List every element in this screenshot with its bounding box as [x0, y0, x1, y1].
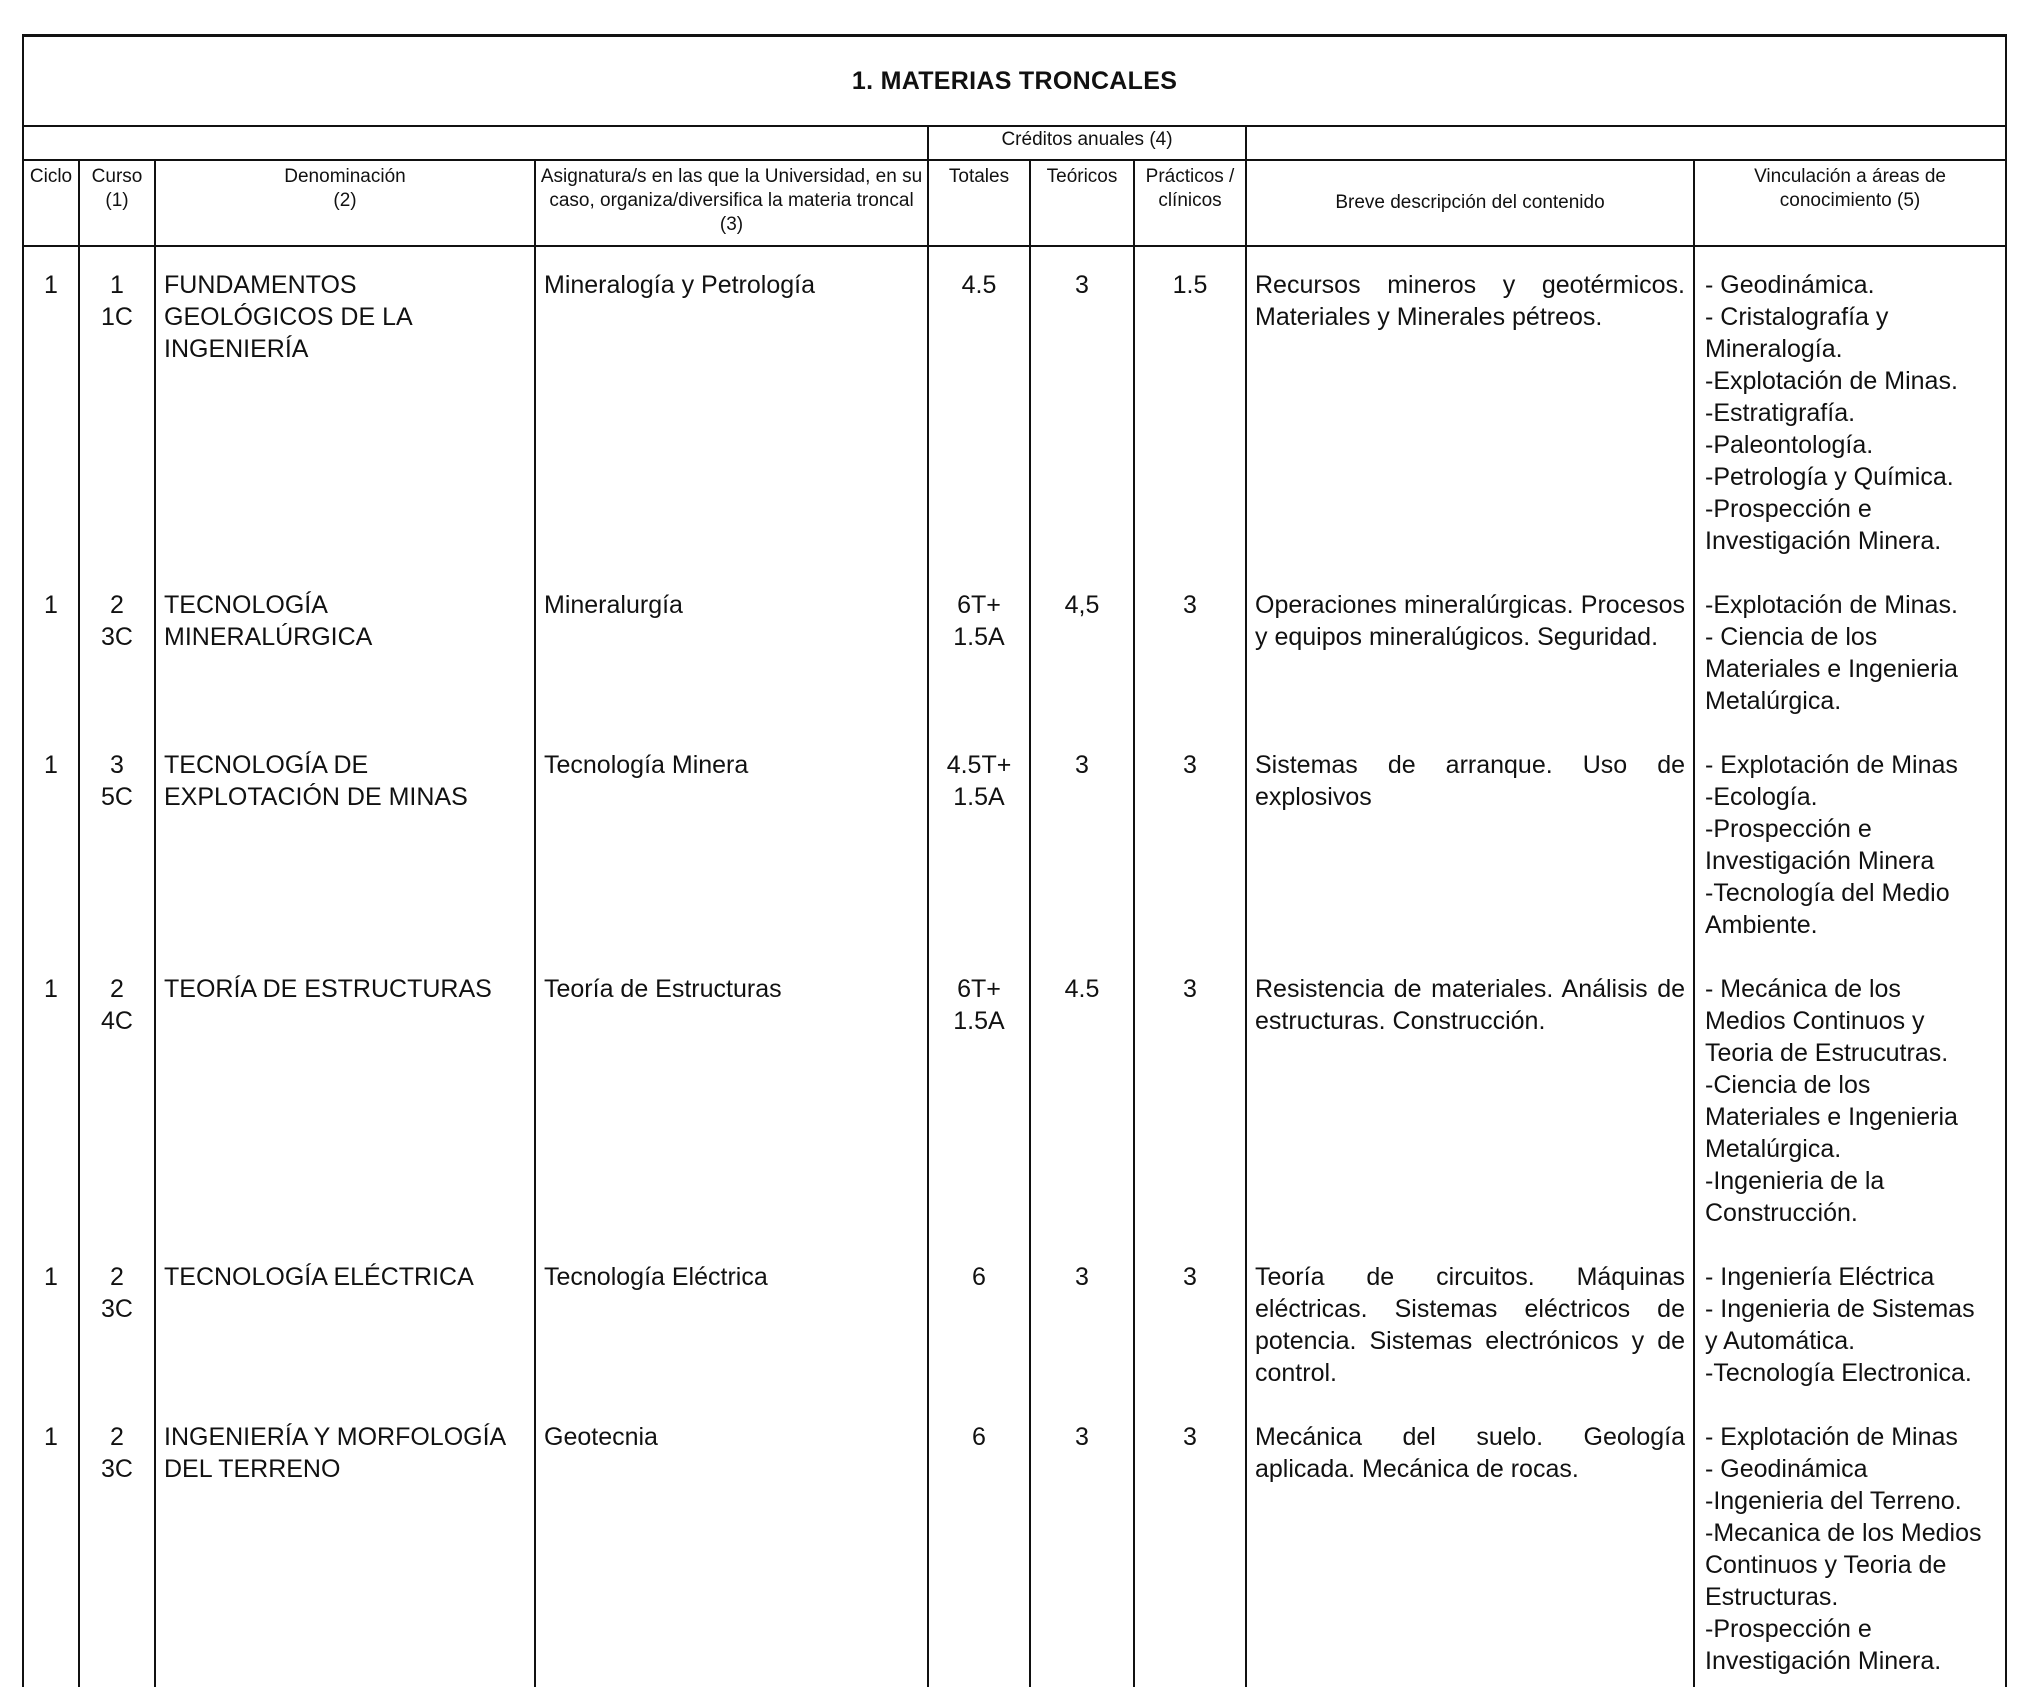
ciclo-cell — [23, 727, 79, 951]
area-item: -Ingenieria del Terreno. — [1705, 1487, 1962, 1515]
denominacion-value: TECNOLOGÍA MINERALÚRGICA — [164, 591, 373, 651]
area-item: Investigación Minera. — [1705, 1647, 1942, 1675]
ciclo-cell — [23, 246, 79, 567]
denominacion-value: TECNOLOGÍA ELÉCTRICA — [164, 1263, 474, 1291]
vinculacion-cell — [1694, 1239, 2006, 1399]
totales-cell — [928, 951, 1030, 1239]
totales-header: Totales — [928, 160, 1030, 246]
ciclo-value: 1 — [44, 751, 58, 779]
table-title: 1. MATERIAS TRONCALES — [23, 36, 2006, 127]
asignatura-cell — [535, 246, 928, 567]
area-item: Mineralogía. — [1705, 335, 1843, 363]
teoricos-cell — [1030, 1239, 1134, 1399]
table-row — [23, 567, 2006, 727]
totales-cell — [928, 246, 1030, 567]
descripcion-value: Recursos mineros y geotérmicos. Materiales y Minerales pétreos. — [1255, 271, 1685, 331]
curso-cell — [79, 951, 155, 1239]
area-item: - Geodinámica. — [1705, 271, 1875, 299]
ciclo-cell — [23, 1239, 79, 1399]
area-item: - Explotación de Minas — [1705, 1423, 1958, 1451]
table-row — [23, 1399, 2006, 1687]
curso-cell — [79, 1239, 155, 1399]
practicos-value: 3 — [1183, 1263, 1197, 1291]
descripcion-cell — [1246, 246, 1694, 567]
totales-value: 4.5T+ — [946, 751, 1012, 779]
denominacion-value: TEORÍA DE ESTRUCTURAS — [164, 975, 492, 1003]
area-item: Teoria de Estrucutras. — [1705, 1039, 1949, 1067]
descripcion-value: Teoría de circuitos. Máquinas eléctricas. Sistemas eléctricos de potencia. Sistemas electrónicos y de control. — [1255, 1263, 1685, 1387]
curso-code: 3C — [101, 623, 133, 651]
area-item: Ambiente. — [1705, 911, 1818, 939]
practicos-value: 3 — [1183, 751, 1197, 779]
vinculacion-cell — [1694, 951, 2006, 1239]
table-body — [23, 246, 2006, 1687]
curso-cell — [79, 567, 155, 727]
practicos-cell — [1134, 1399, 1246, 1687]
curso-code: 5C — [101, 783, 133, 811]
practicos-value: 3 — [1183, 591, 1197, 619]
asignatura-cell — [535, 1399, 928, 1687]
curso-cell — [79, 246, 155, 567]
area-item: Continuos y Teoria de — [1705, 1551, 1947, 1579]
ciclo-value: 1 — [44, 1423, 58, 1451]
ciclo-value: 1 — [44, 975, 58, 1003]
asignatura-cell — [535, 951, 928, 1239]
denominacion-value: FUNDAMENTOS GEOLÓGICOS DE LA INGENIERÍA — [164, 271, 412, 363]
totales-value: 6 — [972, 1263, 986, 1291]
vinculacion-cell — [1694, 1399, 2006, 1687]
area-item: -Tecnología Electronica. — [1705, 1359, 1972, 1387]
ciclo-cell — [23, 1399, 79, 1687]
asignatura-cell — [535, 727, 928, 951]
area-item: -Paleontología. — [1705, 431, 1874, 459]
denominacion-cell — [155, 951, 535, 1239]
practicos-value: 3 — [1183, 1423, 1197, 1451]
totales-extra: 1.5A — [953, 623, 1005, 651]
denominacion-cell — [155, 567, 535, 727]
totales-cell — [928, 1239, 1030, 1399]
descripcion-value: Mecánica del suelo. Geología aplicada. Mecánica de rocas. — [1255, 1423, 1685, 1483]
area-item: - Cristalografía y — [1705, 303, 1889, 331]
ciclo-value: 1 — [44, 271, 58, 299]
practicos-cell — [1134, 727, 1246, 951]
ciclo-cell — [23, 567, 79, 727]
descripcion-cell — [1246, 951, 1694, 1239]
totales-value: 6 — [972, 1423, 986, 1451]
area-item: y Automática. — [1705, 1327, 1856, 1355]
practicos-cell — [1134, 1239, 1246, 1399]
area-item: -Estratigrafía. — [1705, 399, 1856, 427]
totales-cell — [928, 567, 1030, 727]
area-item: - Ingeniería Eléctrica — [1705, 1263, 1935, 1291]
area-item: - Ciencia de los — [1705, 623, 1878, 651]
curso-code: 3C — [101, 1295, 133, 1323]
area-item: -Ingenieria de la — [1705, 1167, 1885, 1195]
area-item: Investigación Minera — [1705, 847, 1935, 875]
asignatura-value: Tecnología Eléctrica — [544, 1263, 768, 1291]
curso-code: 3C — [101, 1455, 133, 1483]
area-item: -Mecanica de los Medios — [1705, 1519, 1982, 1547]
practicos-cell — [1134, 246, 1246, 567]
denominacion-header-label: Denominación — [284, 166, 406, 187]
descripcion-cell — [1246, 567, 1694, 727]
table-row — [23, 727, 2006, 951]
teoricos-value: 3 — [1075, 1423, 1089, 1451]
denominacion-header — [155, 160, 535, 246]
totales-value: 4.5 — [961, 271, 997, 299]
practicos-cell — [1134, 567, 1246, 727]
area-item: - Ingenieria de Sistemas — [1705, 1295, 1975, 1323]
practicos-header: Prácticos / clínicos — [1134, 160, 1246, 246]
practicos-value: 1.5 — [1172, 271, 1208, 299]
area-item: Metalúrgica. — [1705, 1135, 1842, 1163]
denominacion-value: INGENIERÍA Y MORFOLOGÍA DEL TERRENO — [164, 1423, 505, 1483]
curso-header — [79, 160, 155, 246]
teoricos-header: Teóricos — [1030, 160, 1134, 246]
area-item: Construcción. — [1705, 1199, 1858, 1227]
curso-year: 2 — [110, 591, 124, 619]
table-row — [23, 1239, 2006, 1399]
curso-year: 1 — [110, 271, 124, 299]
denominacion-header-note: (2) — [333, 190, 357, 211]
area-item: -Ciencia de los — [1705, 1071, 1871, 1099]
curso-code: 4C — [101, 1007, 133, 1035]
descripcion-header: Breve descripción del contenido — [1246, 160, 1694, 246]
curso-year: 3 — [110, 751, 124, 779]
header-spacer-right — [1246, 126, 2006, 160]
area-item: -Explotación de Minas. — [1705, 367, 1958, 395]
area-item: - Geodinámica — [1705, 1455, 1868, 1483]
teoricos-cell — [1030, 246, 1134, 567]
totales-cell — [928, 727, 1030, 951]
asignatura-value: Tecnología Minera — [544, 751, 749, 779]
area-item: -Prospección e — [1705, 495, 1872, 523]
curso-cell — [79, 1399, 155, 1687]
asignatura-value: Mineralurgía — [544, 591, 683, 619]
asignatura-value: Geotecnia — [544, 1423, 658, 1451]
teoricos-value: 4.5 — [1064, 975, 1100, 1003]
teoricos-cell — [1030, 727, 1134, 951]
teoricos-value: 3 — [1075, 1263, 1089, 1291]
denominacion-value: TECNOLOGÍA DE EXPLOTACIÓN DE MINAS — [164, 751, 468, 811]
asignaturas-header: Asignatura/s en las que la Universidad, en su caso, organiza/diversifica la materia troncal (3) — [535, 160, 928, 246]
area-item: Estructuras. — [1705, 1583, 1839, 1611]
header-spacer-left — [23, 126, 928, 160]
curso-header-note: (1) — [105, 190, 129, 211]
practicos-cell — [1134, 951, 1246, 1239]
teoricos-value: 3 — [1075, 271, 1089, 299]
teoricos-cell — [1030, 567, 1134, 727]
totales-value: 6T+ — [957, 975, 1001, 1003]
curso-year: 2 — [110, 975, 124, 1003]
curso-year: 2 — [110, 1423, 124, 1451]
area-item: Medios Continuos y — [1705, 1007, 1925, 1035]
descripcion-cell — [1246, 1399, 1694, 1687]
area-item: -Petrología y Química. — [1705, 463, 1954, 491]
asignatura-value: Teoría de Estructuras — [544, 975, 782, 1003]
area-item: Metalúrgica. — [1705, 687, 1842, 715]
curso-header-label: Curso — [91, 166, 143, 187]
table-row — [23, 246, 2006, 567]
area-item: Materiales e Ingenieria — [1705, 655, 1958, 683]
denominacion-cell — [155, 1239, 535, 1399]
area-item: -Ecología. — [1705, 783, 1818, 811]
denominacion-cell — [155, 1399, 535, 1687]
teoricos-cell — [1030, 1399, 1134, 1687]
ciclo-header: Ciclo — [23, 160, 79, 246]
descripcion-value: Sistemas de arranque. Uso de explosivos — [1255, 751, 1685, 811]
totales-cell — [928, 1399, 1030, 1687]
curso-cell — [79, 727, 155, 951]
totales-value: 6T+ — [957, 591, 1001, 619]
teoricos-value: 3 — [1075, 751, 1089, 779]
vinculacion-cell — [1694, 246, 2006, 567]
curso-year: 2 — [110, 1263, 124, 1291]
vinculacion-header: Vinculación a áreas de conocimiento (5) — [1694, 160, 2006, 246]
area-item: -Prospección e — [1705, 1615, 1872, 1643]
asignatura-cell — [535, 1239, 928, 1399]
totales-extra: 1.5A — [953, 1007, 1005, 1035]
practicos-value: 3 — [1183, 975, 1197, 1003]
descripcion-value: Operaciones mineralúrgicas. Procesos y equipos mineralúgicos. Seguridad. — [1255, 591, 1685, 651]
ciclo-cell — [23, 951, 79, 1239]
materias-table — [22, 34, 2007, 1687]
denominacion-cell — [155, 727, 535, 951]
teoricos-value: 4,5 — [1064, 591, 1100, 619]
vinculacion-cell — [1694, 567, 2006, 727]
teoricos-cell — [1030, 951, 1134, 1239]
area-item: -Explotación de Minas. — [1705, 591, 1958, 619]
area-item: -Prospección e — [1705, 815, 1872, 843]
ciclo-value: 1 — [44, 1263, 58, 1291]
descripcion-cell — [1246, 1239, 1694, 1399]
curso-code: 1C — [101, 303, 133, 331]
area-item: - Explotación de Minas — [1705, 751, 1958, 779]
area-item: Investigación Minera. — [1705, 527, 1942, 555]
vinculacion-cell — [1694, 727, 2006, 951]
descripcion-cell — [1246, 727, 1694, 951]
totales-extra: 1.5A — [953, 783, 1005, 811]
denominacion-cell — [155, 246, 535, 567]
descripcion-value: Resistencia de materiales. Análisis de estructuras. Construcción. — [1255, 975, 1685, 1035]
creditos-group-header: Créditos anuales (4) — [928, 126, 1246, 160]
area-item: - Mecánica de los — [1705, 975, 1901, 1003]
asignatura-value: Mineralogía y Petrología — [544, 271, 815, 299]
table-row — [23, 951, 2006, 1239]
document-page — [22, 34, 2005, 1687]
asignatura-cell — [535, 567, 928, 727]
area-item: -Tecnología del Medio — [1705, 879, 1950, 907]
area-item: Materiales e Ingenieria — [1705, 1103, 1958, 1131]
ciclo-value: 1 — [44, 591, 58, 619]
